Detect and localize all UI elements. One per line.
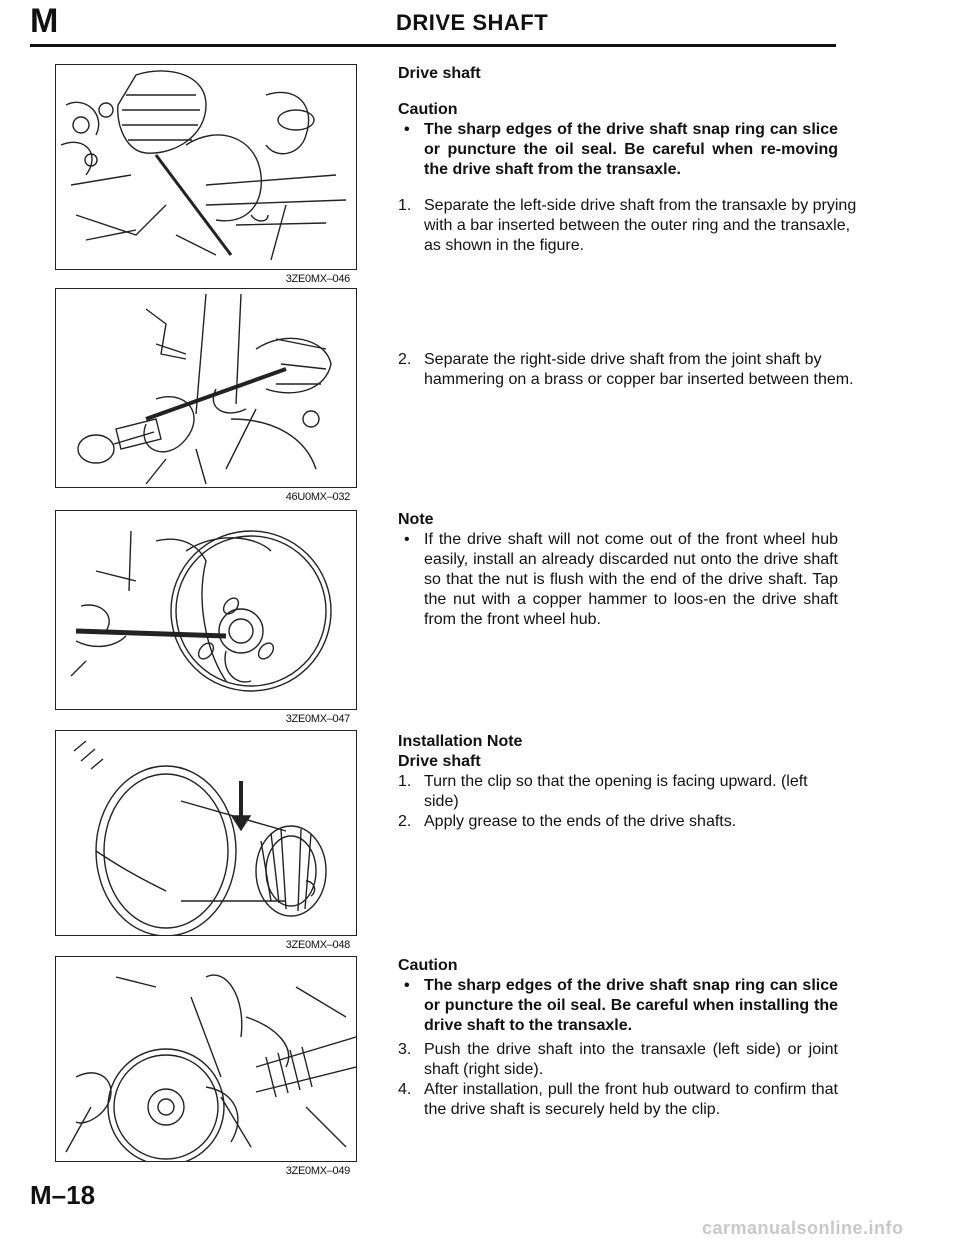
installation-step-3 [398, 1040, 838, 1080]
figure-clip [55, 730, 357, 951]
figure-wheel-hub [55, 510, 357, 725]
illustration-pry-bar [56, 65, 356, 269]
figure-code: 46U0MX–032 [285, 491, 350, 503]
note-label: Note [398, 511, 434, 528]
figure-hammer-bar [55, 288, 357, 503]
watermark: carmanualsonline.info [702, 1218, 904, 1238]
removal-step-1 [398, 196, 864, 256]
section-letter: M [30, 2, 59, 40]
caution-item [398, 120, 838, 180]
installation-step-1 [398, 772, 838, 812]
step-text: Apply grease to the ends of the drive shafts. [424, 813, 737, 830]
illustration-install [56, 957, 356, 1161]
figure-drive-shaft-pry [55, 64, 357, 285]
caution-label: Caution [398, 101, 458, 118]
removal-step-2 [398, 350, 864, 390]
illustration-hammer [56, 289, 356, 487]
installation-steps-3-4 [398, 1040, 838, 1120]
installation-heading: Installation Note [398, 733, 523, 750]
installation-subheading: Drive shaft [398, 753, 481, 770]
step-text: Separate the right-side drive shaft from the joint shaft by hammering on a brass or copper bar inserted between them. [424, 351, 854, 388]
page-title: DRIVE SHAFT [396, 10, 549, 35]
bullet: • [404, 121, 410, 138]
step-text: Turn the clip so that the opening is facing upward. (left side) [424, 773, 808, 810]
step-number: 4. [398, 1081, 412, 1098]
installation-caution [398, 956, 838, 1036]
page-number: M–18 [30, 1180, 96, 1210]
step-number: 3. [398, 1041, 412, 1058]
installation-section [398, 732, 838, 832]
step-text: Push the drive shaft into the transaxle (left side) or joint shaft (right side). [424, 1041, 838, 1078]
figure-code: 3ZE0MX–048 [285, 939, 350, 951]
caution-item [398, 976, 838, 1036]
figure-code: 3ZE0MX–047 [285, 713, 350, 725]
installation-step-4 [398, 1080, 838, 1120]
figure-code: 3ZE0MX–049 [285, 1165, 350, 1177]
figure-code: 3ZE0MX–046 [285, 273, 350, 285]
step-number: 2. [398, 351, 412, 368]
installation-step-2 [398, 812, 838, 832]
step-number: 1. [398, 197, 412, 214]
caution-text: The sharp edges of the drive shaft snap ring can slice or puncture the oil seal. Be careful when re-moving the drive shaft from the transaxle. [424, 121, 838, 178]
illustration-clip [56, 731, 356, 935]
header-rule [30, 44, 836, 47]
bullet: • [404, 531, 410, 548]
step-number: 2. [398, 813, 412, 830]
step-number: 1. [398, 773, 412, 790]
removal-heading: Drive shaft [398, 65, 481, 82]
note-item [398, 530, 838, 630]
note-text: If the drive shaft will not come out of the front wheel hub easily, install an already discarded nut onto the drive shaft so that the nut is flush with the end of the drive shaft. Tap the nut with a copper hammer to loos-en the drive shaft from the front wheel hub. [424, 531, 838, 628]
caution-text: The sharp edges of the drive shaft snap ring can slice or puncture the oil seal. Be careful when installing the drive shaft to the transaxle. [424, 977, 838, 1034]
removal-note [398, 510, 838, 630]
caution-label: Caution [398, 957, 458, 974]
step-text: After installation, pull the front hub outward to confirm that the drive shaft is securely held by the clip. [424, 1081, 838, 1118]
removal-caution [398, 100, 838, 180]
figure-install [55, 956, 357, 1177]
step-text: Separate the left-side drive shaft from the transaxle by prying with a bar inserted between the outer ring and the transaxle, as shown in the figure. [424, 197, 857, 254]
bullet: • [404, 977, 410, 994]
illustration-hub-tap [56, 511, 356, 709]
